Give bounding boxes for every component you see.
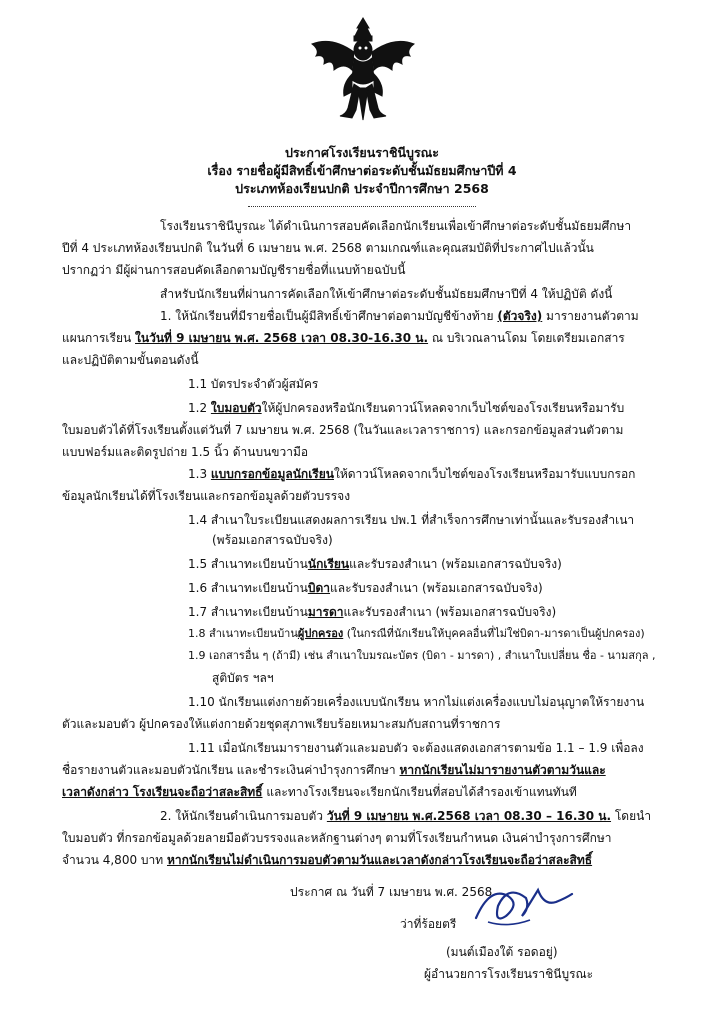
- paragraph-1-line-1: [160, 308, 639, 324]
- text: 1.5 สำเนาทะเบียนบ้าน: [188, 557, 308, 571]
- text: และทางโรงเรียนจะเรียกนักเรียนที่สอบได้สำรองเข้าแทนทันที: [262, 785, 577, 799]
- text: 1.3: [188, 467, 211, 481]
- item-1-3-line-1: [188, 466, 635, 482]
- text: แผนการเรียน: [62, 331, 136, 345]
- announce-date: ประกาศ ณ วันที่ 7 เมษายน พ.ศ. 2568: [290, 885, 493, 899]
- text: และรับรองสำเนา (พร้อมเอกสารฉบับจริง): [343, 605, 557, 619]
- text: และรับรองสำเนา (พร้อมเอกสารฉบับจริง): [330, 581, 543, 595]
- emphasis: บิดา: [307, 581, 331, 595]
- item-1-11-line-1: 1.11 เมื่อนักเรียนมารายงานตัวและมอบตัว จะต้องแสดงเอกสารตามข้อ 1.1 – 1.9 เพื่อลง: [188, 741, 644, 755]
- item-1-11-line-3: [62, 784, 577, 800]
- text: มารายงานตัวตาม: [542, 309, 639, 323]
- text: 2. ให้นักเรียนดำเนินการมอบตัว: [160, 809, 327, 823]
- divider: [248, 206, 476, 207]
- director-name: (มนต์เมืองใต้ รอดอยู่): [446, 945, 558, 959]
- announcement-subject: เรื่อง รายชื่อผู้มีสิทธิ์เข้าศึกษาต่อระดับชั้นมัธยมศึกษาปีที่ 4: [207, 163, 517, 178]
- intro-line-4: สำหรับนักเรียนที่ผ่านการคัดเลือกให้เข้าศึกษาต่อระดับชั้นมัธยมศึกษาปีที่ 4 ให้ปฏิบัติ ดังนี้: [160, 287, 613, 301]
- item-1-10-line-2: ตัวและมอบตัว ผู้ปกครองให้แต่งกายด้วยชุดสุภาพเรียบร้อยเหมาะสมกับสถานที่ราชการ: [62, 717, 501, 731]
- paragraph-1-line-2: [62, 330, 625, 346]
- text: 1.7 สำเนาทะเบียนบ้าน: [188, 605, 308, 619]
- emphasis: ใบมอบตัว: [210, 401, 262, 415]
- text: 1. ให้นักเรียนที่มีรายชื่อเป็นผู้มีสิทธิ์เข้าศึกษาต่อตามบัญชีข้างท้าย: [160, 309, 498, 323]
- item-1-10-line-1: 1.10 นักเรียนแต่งกายด้วยเครื่องแบบนักเรียน หากไม่แต่งเครื่องแบบไม่อนุญาตให้รายงาน: [188, 695, 645, 709]
- item-1-7: [188, 604, 556, 620]
- emphasis: เวลาดังกล่าว โรงเรียนจะถือว่าสละสิทธิ์: [62, 785, 263, 799]
- text: ให้ผู้ปกครองหรือนักเรียนดาวน์โหลดจากเว็บไซต์ของโรงเรียนหรือมารับ: [261, 401, 625, 415]
- item-1-2-line-2: ใบมอบตัวได้ที่โรงเรียนตั้งแต่วันที่ 7 เมษายน พ.ศ. 2568 (ในวันและเวลาราชการ) และกรอกข้อมูลส่วนตัวตาม: [62, 423, 624, 437]
- paragraph-2-line-2: ใบมอบตัว ที่กรอกข้อมูลด้วยลายมือตัวบรรจงและหลักฐานต่างๆ ตามที่โรงเรียนกำหนด เงินค่าบำรุงการศึกษา: [62, 831, 612, 845]
- paragraph-2-line-3: [62, 852, 592, 868]
- item-1-5: [188, 556, 562, 572]
- item-1-2-line-1: [188, 400, 624, 416]
- text: โดยนำ: [611, 809, 652, 823]
- item-1-9-line-2: สูติบัตร ฯลฯ: [212, 671, 274, 685]
- announcement-title: ประกาศโรงเรียนราชินีบูรณะ: [285, 145, 439, 160]
- item-1-9-line-1: 1.9 เอกสารอื่น ๆ (ถ้ามี) เช่น สำเนาใบมรณะบัตร (บิดา - มารดา) , สำเนาใบเปลี่ยน ชื่อ - นามสกุล ,: [188, 649, 656, 662]
- item-1-3-line-2: ข้อมูลนักเรียนได้ที่โรงเรียนและกรอกข้อมูลด้วยตัวบรรจง: [62, 489, 351, 503]
- announcement-type: ประเภทห้องเรียนปกติ ประจำปีการศึกษา 2568: [235, 181, 489, 196]
- text: และรับรองสำเนา (พร้อมเอกสารฉบับจริง): [349, 557, 562, 571]
- emphasis: หากนักเรียนไม่มารายงานตัวตามวันและ: [399, 763, 606, 777]
- text: 1.2: [188, 401, 211, 415]
- intro-line-1: โรงเรียนราชินีบูรณะ ได้ดำเนินการสอบคัดเลือกนักเรียนเพื่อเข้าศึกษาต่อระดับชั้นมัธยมศึกษา: [160, 219, 632, 233]
- emphasis: ผู้ปกครอง: [297, 627, 344, 640]
- item-1-2-line-3: แบบฟอร์มและติดรูปถ่าย 1.5 นิ้ว ด้านบนขวามือ: [62, 445, 309, 459]
- text: ให้ดาวน์โหลดจากเว็บไซต์ของโรงเรียนหรือมารับแบบกรอก: [333, 467, 636, 481]
- garuda-emblem: [308, 14, 418, 126]
- text: (ในกรณีที่นักเรียนให้บุคคลอื่นที่ไม่ใช่บิดา-มารดาเป็นผู้ปกครอง): [343, 627, 645, 640]
- item-1-4-line-2: (พร้อมเอกสารฉบับจริง): [212, 533, 333, 547]
- director-position: ผู้อำนวยการโรงเรียนราชินีบูรณะ: [424, 967, 594, 981]
- paragraph-1-line-3: และปฏิบัติตามขั้นตอนดังนี้: [62, 353, 199, 367]
- text: 1.8 สำเนาทะเบียนบ้าน: [188, 627, 298, 640]
- text: ชื่อรายงานตัวและมอบตัวนักเรียน และชำระเงินค่าบำรุงการศึกษา: [62, 763, 400, 777]
- text: 1.6 สำเนาทะเบียนบ้าน: [188, 581, 308, 595]
- signature: [468, 876, 578, 938]
- emphasis: หากนักเรียนไม่ดำเนินการมอบตัวตามวันและเวลาดังกล่าวโรงเรียนจะถือว่าสละสิทธิ์: [166, 853, 593, 867]
- emphasis: แบบกรอกข้อมูลนักเรียน: [210, 467, 334, 481]
- item-1-4-line-1: 1.4 สำเนาใบระเบียนแสดงผลการเรียน ปพ.1 ที่สำเร็จการศึกษาเท่านั้นและรับรองสำเนา: [188, 513, 635, 527]
- item-1-8: [188, 626, 645, 642]
- emphasis: มารดา: [307, 605, 344, 619]
- item-1-1: 1.1 บัตรประจำตัวผู้สมัคร: [188, 377, 319, 391]
- emphasis-date: วันที่ 9 เมษายน พ.ศ.2568 เวลา 08.30 – 16.30 น.: [326, 809, 612, 823]
- text: จำนวน 4,800 บาท: [62, 853, 167, 867]
- paragraph-2-line-1: [160, 808, 651, 824]
- intro-line-3: ปรากฏว่า มีผู้ผ่านการสอบคัดเลือกตามบัญชีรายชื่อที่แนบท้ายฉบับนี้: [62, 263, 406, 277]
- item-1-11-line-2: [62, 762, 606, 778]
- emphasis: นักเรียน: [307, 557, 350, 571]
- item-1-6: [188, 580, 543, 596]
- text: ณ บริเวณลานโดม โดยเตรียมเอกสาร: [428, 331, 625, 345]
- emphasis: (ตัวจริง): [497, 309, 543, 323]
- acting-rank: ว่าที่ร้อยตรี: [400, 917, 457, 931]
- intro-line-2: ปีที่ 4 ประเภทห้องเรียนปกติ ในวันที่ 6 เมษายน พ.ศ. 2568 ตามเกณฑ์และคุณสมบัติที่ประกาศไปแล้วนั้น: [62, 241, 594, 255]
- emphasis-date: ในวันที่ 9 เมษายน พ.ศ. 2568 เวลา 08.30-16.30 น.: [135, 331, 429, 345]
